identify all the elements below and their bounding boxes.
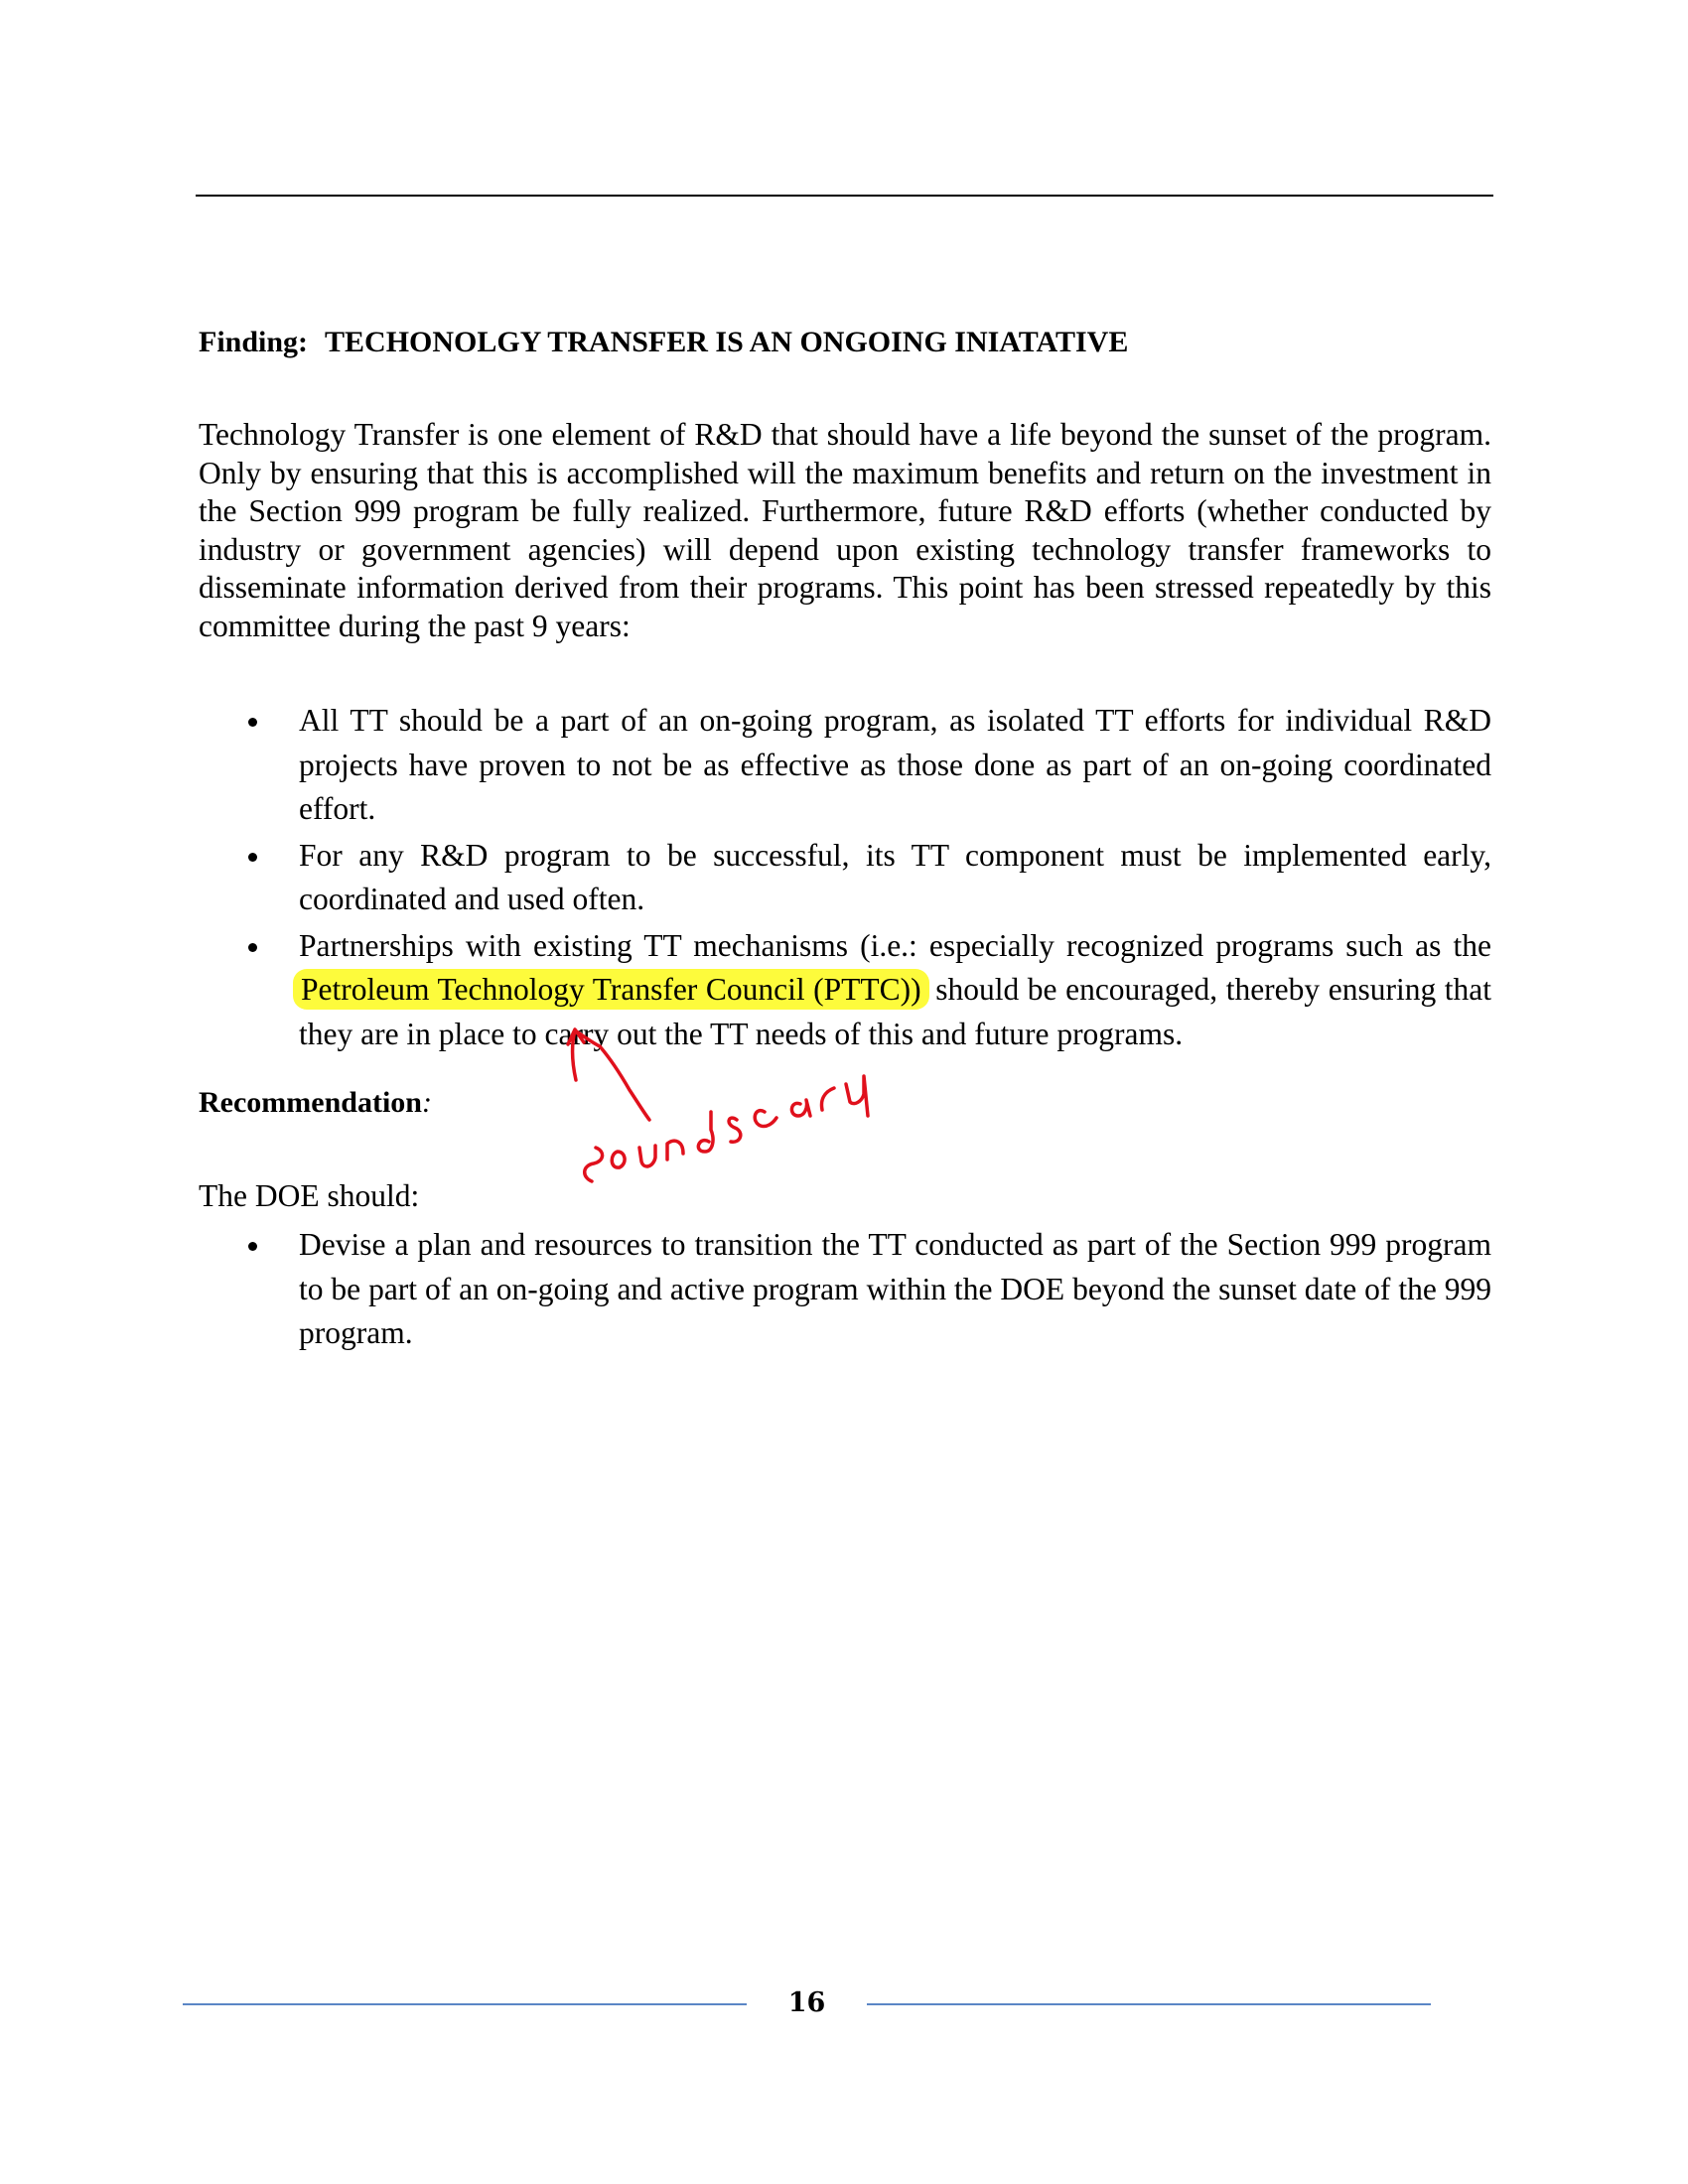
recommendation-heading (199, 1084, 432, 1122)
finding-title: TECHONOLGY TRANSFER IS AN ONGOING INIATATIVE (325, 326, 1129, 358)
bullet-icon (248, 1242, 257, 1251)
doe-intro: The DOE should: (199, 1178, 420, 1213)
handwriting-strokes (585, 1076, 868, 1181)
bullet-text-after: should be encouraged, thereby ensuring that they are in place to carry out the TT needs of this and future programs. (299, 972, 1491, 1051)
finding-heading (199, 324, 1489, 361)
footer-rule-right (867, 2003, 1431, 2005)
bullet-text-before: Partnerships with existing TT mechanisms (i.e.: especially recognized programs such as the (299, 927, 1491, 963)
recommendation-bullet-list (199, 1223, 1491, 1358)
footer-rule-left (183, 2003, 747, 2005)
finding-label: Finding: (199, 326, 309, 358)
page-number: 16 (787, 1987, 826, 2018)
handwritten-annotation (556, 1003, 914, 1201)
annotation-arrow-icon (568, 1029, 649, 1120)
bullet-text: For any R&D program to be successful, its TT component must be implemented early, coordinated and used often. (299, 837, 1491, 916)
recommendation-heading-text: Recommendation (199, 1086, 422, 1119)
recommendation-colon: : (421, 1086, 432, 1119)
intro-paragraph: Technology Transfer is one element of R&D that should have a life beyond the sunset of the program. Only by ensuring that this is accomplished will the maximum benefits and return on the investment in the Section 999 program be fully realized. Furthermore, future R&D efforts (whether conducted by industry or government agencies) will depend upon existing technology transfer frameworks to disseminate information derived from their programs. This point has been stressed repeatedly by this committee during the past 9 years: (199, 417, 1491, 643)
handwritten-note-text: sounds scary (755, 1197, 761, 1198)
bullet-icon (248, 853, 257, 862)
list-item (199, 1223, 1491, 1356)
list-item (199, 699, 1491, 832)
list-item (199, 834, 1491, 922)
bullet-text: All TT should be a part of an on-going program, as isolated TT efforts for individual R&D projects have proven to not be as effective as those done as part of an on-going coordinated effort. (299, 703, 1491, 826)
header-rule (196, 195, 1493, 197)
highlighted-text: Petroleum Technology Transfer Council (PTTC)) (293, 969, 929, 1010)
bullet-icon (248, 718, 257, 727)
bullet-text: Devise a plan and resources to transition the TT conducted as part of the Section 999 program to be part of an on-going and active program within the DOE beyond the sunset date of the 999 program. (299, 1227, 1491, 1350)
bullet-icon (248, 943, 257, 952)
